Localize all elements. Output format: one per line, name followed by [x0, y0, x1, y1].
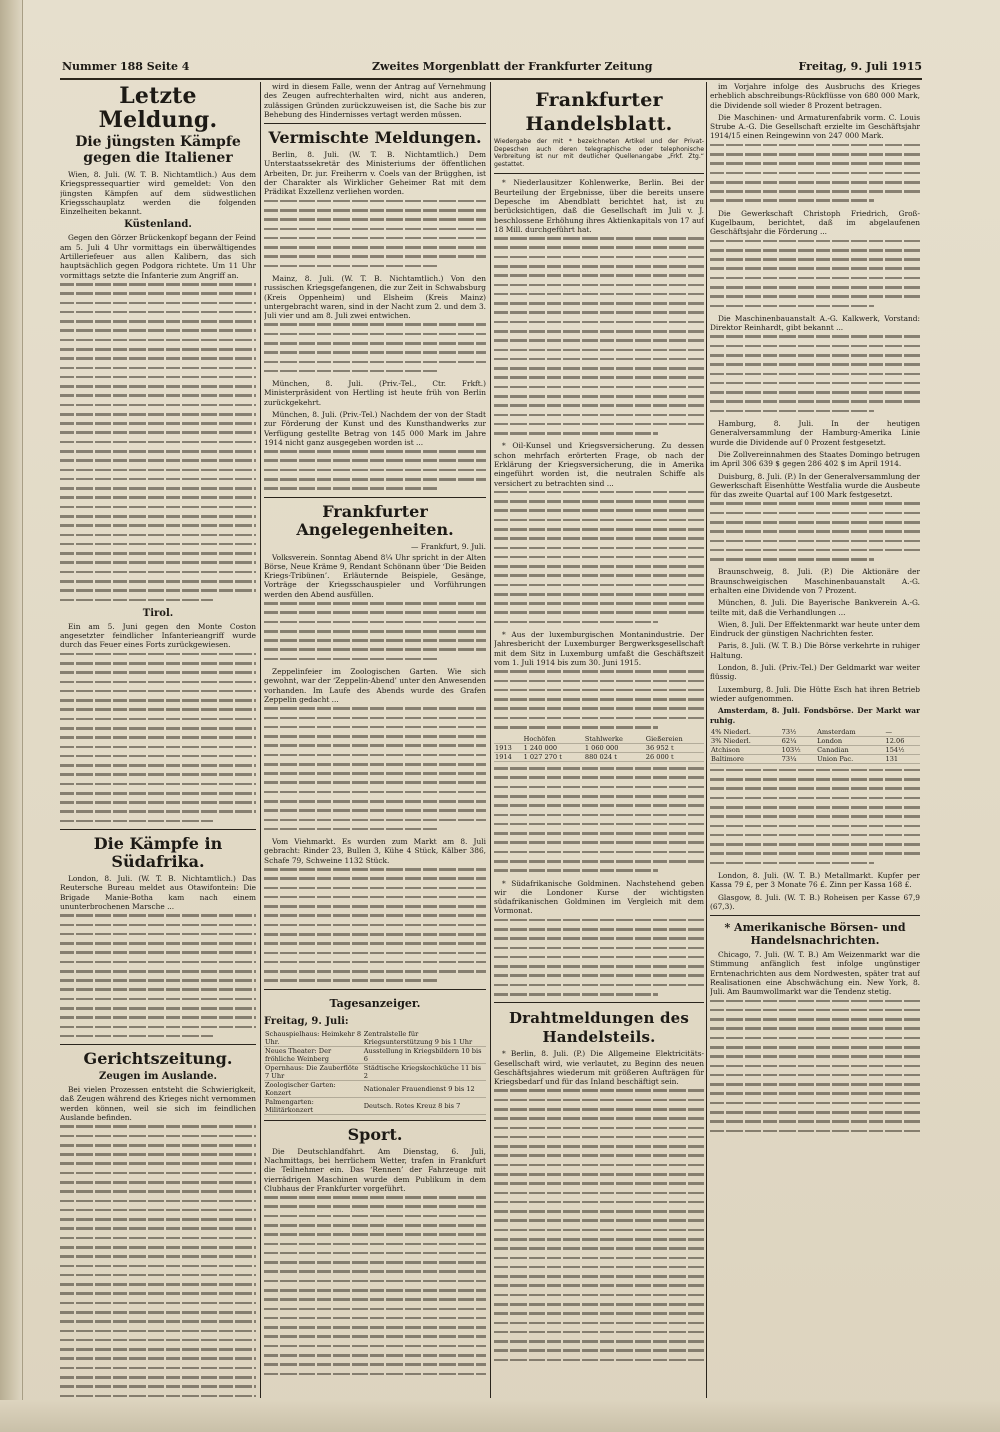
- table-cell: 1 060 000: [584, 744, 645, 753]
- article-chicago: Chicago, 7. Juli. (W. T. B.) Am Weizenmarkt war die Stimmung anfänglich fest infolge ungünstiger Erntenachrichten aus dem Nordwesten, später trat auf Realisationen eine Abschwächung ein. New York, 8. Juli. Am Baumwollmarkt war die Tendenz stetig.: [710, 950, 920, 997]
- table-cell: 73½: [781, 728, 816, 737]
- table-cell: Ausstellung in Kriegsbildern 10 bis 6: [363, 1046, 486, 1063]
- table-row: [710, 728, 920, 737]
- reprint-notice: Wiedergabe der mit * bezeichneten Artikel und der Privat-Depeschen auch deren telegraphische oder telephonische Verbreitung ist nur mit deutlicher Quellenangabe „Frkf. Ztg.“ gestattet.: [494, 138, 704, 168]
- article-muenchen-bank: München, 8. Juli. Die Bayerische Bankverein A.-G. teilte mit, daß die Verhandlungen ...: [710, 598, 920, 617]
- table-row: [264, 1030, 486, 1047]
- article-deutschlandfahrt: Die Deutschlandfahrt. Am Dienstag, 6. Juli, Nachmittags, bei herrlichem Wetter, trafen in Frankfurt die Teilnehmer ein. Das ‘Rennen’ der Fahrzeuge mit vierrädrigen Maschinen wurde dem Publikum in dem Clubhaus der Frankfurter vorgeführt.: [264, 1146, 486, 1193]
- article-intro: Wien, 8. Juli. (W. T. B. Nichtamtlich.) Aus dem Kriegspressequartier wird gemeldet: Von den jüngsten Kämpfen auf dem südwestlichen Kriegsschauplatz werden die folgenden Einzelheiten bekannt.: [60, 170, 256, 217]
- table-cell: Amsterdam: [816, 728, 884, 737]
- production-table: [494, 735, 704, 762]
- divider: [494, 173, 704, 174]
- article-montanindustrie: * Aus der luxemburgischen Montanindustrie. Der Jahresbericht der Luxemburger Bergwerksgesellschaft mit dem Sitz in Luxemburg umfaßt die Geschäftszeit vom 1. Juli 1914 bis zum 30. Juni 1915.: [494, 630, 704, 667]
- table-cell: 4% Niederl.: [710, 728, 781, 737]
- table-row: [710, 754, 920, 763]
- table-cell: —: [885, 728, 920, 737]
- masthead: [62, 60, 922, 76]
- table-cell: Baltimore: [710, 754, 781, 763]
- text-body-filler: [494, 670, 704, 728]
- text-body-filler: [710, 769, 920, 864]
- article-niederlausitzer: * Niederlausitzer Kohlenwerke, Berlin. Bei der Beurteilung der Ergebnisse, über die bereits unsere Depesche im Abendblatt berichtet hat, ist zu berücksichtigen, daß die Gesellschaft im Juli v. J. beschlossene Erhöhung ihres Aktienkapitals von 17 auf 18 Mill. durchgeführt hat.: [494, 178, 704, 234]
- glasgow-pig-iron: Glasgow, 8. Juli. (W. T. B.) Roheisen per Kasse 67,9 (67,3).: [710, 892, 920, 911]
- table-cell: 1 240 000: [523, 744, 584, 753]
- table-cell: Hochöfen: [523, 735, 584, 744]
- dateline-frankfurt: — Frankfurt, 9. Juli.: [411, 541, 486, 551]
- text-body-filler: [710, 335, 920, 412]
- table-cell: 880 024 t: [584, 753, 645, 762]
- table-cell: 1914: [494, 753, 523, 762]
- amsterdam-quotes-table: [710, 728, 920, 764]
- section-sport: Sport.: [264, 1120, 486, 1144]
- article-luxemburg: Luxemburg, 8. Juli. Die Hütte Esch hat ihren Betrieb wieder aufgenommen.: [710, 684, 920, 703]
- section-kuestenland: Küstenland.: [124, 219, 192, 231]
- table-cell: 154½: [885, 745, 920, 754]
- table-cell: 36 952 t: [645, 744, 704, 753]
- subheadline-italiener: Die jüngsten Kämpfe gegen die Italiener: [75, 134, 241, 166]
- subheadline-zeugen: Zeugen im Auslande.: [99, 1071, 217, 1083]
- table-row: [494, 735, 704, 744]
- table-cell: 62¼: [781, 736, 816, 745]
- article-goldminen: * Südafrikanische Goldminen. Nachstehend geben wir die Londoner Kurse der wichtigsten südafrikanischen Goldminen im Vergleich mit dem Vormonat.: [494, 878, 704, 916]
- text-body-filler: [710, 240, 920, 308]
- table-row: [494, 753, 704, 762]
- article-strube: Die Maschinen- und Armaturenfabrik vorm. C. Louis Strube A.-G. Die Gesellschaft erzielte im Geschäftsjahr 1914/15 einen Reingewinn von 247 000 Mark.: [710, 112, 920, 141]
- article-muenchen-2: München, 8. Juli. (Priv.-Tel.) Nachdem der von der Stadt zur Förderung der Kunst und des Kunsthandwerks zur Verfügung gestellte Betrag von 145 000 Mark im Jahre 1914 nicht ganz ausgegeben worden ist ...: [264, 409, 486, 447]
- article-domingo: Die Zollvereinnahmen des Staates Domingo betrugen im April 306 639 $ gegen 286 402 $ im April 1914.: [710, 449, 920, 469]
- article-continued-4: im Vorjahre infolge des Ausbruchs des Krieges erheblich abschreibungs-Rückflüsse von 680 000 Mark, die Dividende soll wieder 8 Prozent betragen.: [710, 82, 920, 110]
- table-cell: 26 000 t: [645, 753, 704, 762]
- section-tirol: Tirol.: [142, 607, 174, 619]
- masthead-rule: [60, 78, 922, 80]
- table-cell: Städtische Kriegskochküche 11 bis 2: [363, 1063, 486, 1080]
- table-cell: Atchison: [710, 745, 781, 754]
- table-row: [710, 745, 920, 754]
- table-cell: Deutsch. Rotes Kreuz 8 bis 7: [363, 1097, 486, 1114]
- page-bottom-edge: [0, 1400, 1000, 1432]
- table-cell: 73¼: [781, 754, 816, 763]
- text-body-filler: [710, 502, 920, 560]
- column-rule-1: [260, 82, 261, 1398]
- table-row: [710, 736, 920, 745]
- table-cell: 12.06: [885, 736, 920, 745]
- table-cell: Opernhaus: Die Zauberflöte 7 Uhr: [264, 1063, 363, 1080]
- table-cell: Palmengarten: Militärkonzert: [264, 1097, 363, 1114]
- article-kalkwerk: Die Maschinenbauanstalt A.-G. Kalkwerk, Vorstand: Direktor Reinhardt, gibt bekannt ...: [710, 313, 920, 333]
- table-row: [264, 1046, 486, 1063]
- table-row: [264, 1080, 486, 1097]
- text-body-filler: [264, 450, 486, 490]
- section-suedafrika: Die Kämpfe in Südafrika.: [60, 829, 256, 871]
- table-cell: Union Pac.: [816, 754, 884, 763]
- text-body-filler: [710, 1000, 920, 1133]
- table-cell: Schauspielhaus: Heimkehr 8 Uhr.: [265, 1029, 362, 1046]
- article-christoph-friedrich: Die Gewerkschaft Christoph Friedrich, Groß-Kugelbaum, berichtet, daß im abgelaufenen Geschäftsjahr die Förderung ...: [710, 208, 920, 237]
- table-cell: Nationaler Frauendienst 9 bis 12: [363, 1080, 486, 1097]
- table-cell: Canadian: [816, 745, 884, 754]
- section-gerichtszeitung: Gerichtszeitung.: [60, 1044, 256, 1068]
- column-3: [494, 82, 704, 1400]
- column-1: [60, 82, 256, 1400]
- column-2: [264, 82, 486, 1400]
- table-cell: London: [816, 736, 884, 745]
- text-body-filler: [494, 919, 704, 996]
- amsterdam-heading: Amsterdam, 8. Juli. Fondsbörse. Der Markt war ruhig.: [710, 706, 920, 725]
- text-body-filler: [264, 323, 486, 372]
- text-body-filler: [264, 868, 486, 982]
- section-vermischte-meldungen: Vermischte Meldungen.: [264, 123, 486, 147]
- table-cell: 3% Niederl.: [710, 736, 781, 745]
- text-body-filler: [60, 653, 256, 823]
- page-binding-edge: [0, 0, 23, 1432]
- table-cell: Neues Theater: Der fröhliche Weinberg: [264, 1046, 363, 1063]
- issue-date: Freitag, 9. Juli 1915: [798, 60, 922, 73]
- table-cell: Zoologischer Garten: Konzert: [264, 1080, 363, 1097]
- newspaper-title: Zweites Morgenblatt der Frankfurter Zeitung: [372, 60, 653, 73]
- table-cell: 1913: [494, 744, 523, 753]
- article-volksverein: Volksverein. Sonntag Abend 8¼ Uhr spricht in der Alten Börse, Neue Kräme 9, Rendant Schönann über ‘Die Beiden Kriegs-Tribünen’. Erläuternde Beispiele, Gesänge, Vorträge der Kriegsschauspieler und Vorführungen werden den Abend ausfüllen.: [264, 552, 486, 599]
- table-cell: 131: [885, 754, 920, 763]
- article-berlin: Berlin, 8. Juli. (W. T. B. Nichtamtlich.) Dem Unterstaatssekretär des Ministeriums der öffentlichen Arbeiten, Dr. jur. Freiherrn v. Coels van der Brügghen, ist der Charakter als Wirklicher Geheimer Rat mit dem Prädikat Exzellenz verliehen worden.: [264, 150, 486, 197]
- table-row: [494, 744, 704, 753]
- article-wien: Wien, 8. Juli. Der Effektenmarkt war heute unter dem Eindruck der günstigen Nachrichten fester.: [710, 619, 920, 639]
- headline-handelsblatt: Frankfurter Handelsblatt.: [525, 89, 673, 135]
- article-aeg: * Berlin, 8. Juli. (P.) Die Allgemeine Elektricitäts-Gesellschaft wird, wie verlautet, zu Beginn des neuen Geschäftsjahres wiederum mit größeren Aufträgen für Kriegsbedarf und für das Inland beschäftigt sein.: [494, 1049, 704, 1087]
- article-duisburg: Duisburg, 8. Juli. (P.) In der Generalversammlung der Gewerkschaft Eisenhütte Westfalia wurde die Ausbeute für das zweite Quartal auf 100 Mark festgesetzt.: [710, 471, 920, 500]
- tagesanzeiger-date: Freitag, 9. Juli:: [264, 1015, 349, 1027]
- headline-letzte-meldung: Letzte Meldung.: [98, 83, 218, 133]
- section-amerikanische-boersen: * Amerikanische Börsen- und Handelsnachrichten.: [710, 915, 920, 947]
- text-body-filler: [264, 1196, 486, 1375]
- section-tagesanzeiger: Tagesanzeiger.: [264, 989, 486, 1013]
- text-body-filler: [494, 237, 704, 435]
- article-london: London, 8. Juli. (Priv.-Tel.) Der Geldmarkt war weiter flüssig.: [710, 663, 920, 682]
- text-body-filler: [264, 707, 486, 830]
- article-suedafrika: London, 8. Juli. (W. T. B. Nichtamtlich.) Das Reutersche Bureau meldet aus Otawifontein: Die Brigade Manie-Botha kam nach einem ununterbrochenen Marsche ...: [60, 874, 256, 911]
- table-cell: 1 027 270 t: [523, 753, 584, 762]
- text-body-filler: [494, 1089, 704, 1361]
- table-cell: Stahlwerke: [584, 735, 645, 744]
- london-metal-market: London, 8. Juli. (W. T. B.) Metallmarkt. Kupfer per Kassa 79 £, per 3 Monate 76 £. Zinn per Kassa 168 £.: [710, 870, 920, 890]
- column-rule-3: [706, 82, 707, 1398]
- tagesanzeiger-table: [264, 1030, 486, 1115]
- article-hamburg: Hamburg, 8. Juli. In der heutigen Generalversammlung der Hamburg-Amerika Linie wurde die Dividende auf 0 Prozent festgesetzt.: [710, 419, 920, 447]
- issue-and-page: Nummer 188 Seite 4: [62, 60, 190, 73]
- article-tirol: Ein am 5. Juni gegen den Monte Coston angesetzter feindlicher Infanterieangriff wurde durch das Feuer eines Forts zurückgewiesen.: [60, 621, 256, 650]
- article-braunschweig: Braunschweig, 8. Juli. (P.) Die Aktionäre der Braunschweigischen Maschinenbauanstalt A.-G. erhalten eine Dividende von 7 Prozent.: [710, 567, 920, 595]
- article-zeppelinfeier: Zeppelinfeier im Zoologischen Garten. Wie sich gewohnt, war der ‘Zeppelin-Abend’ unter den Anwesenden vorhanden. Im Laufe des Abends wurde des Grafen Zeppelin gedacht ...: [264, 667, 486, 704]
- text-body-filler: [494, 767, 704, 872]
- text-body-filler: [60, 283, 256, 601]
- text-body-filler: [264, 602, 486, 660]
- article-mainz: Mainz, 8. Juli. (W. T. B. Nichtamtlich.) Von den russischen Kriegsgefangenen, die zur Zeit in Schwabsburg (Kreis Oppenheim) und Elsheim (Kreis Mainz) untergebracht waren, sind in der Nacht zum 2. und dem 3. Juli vier und am 8. Juli zwei entwichen.: [264, 273, 486, 321]
- text-body-filler: [710, 144, 920, 202]
- table-cell: Zentralstelle für Kriegsunterstützung 9 bis 1 Uhr: [363, 1030, 486, 1047]
- section-frankfurter-angelegenheiten: Frankfurter Angelegenheiten.: [264, 497, 486, 539]
- table-cell: Gießereien: [645, 735, 704, 744]
- table-cell: [494, 735, 523, 744]
- column-4: [710, 82, 920, 1400]
- article-continued: wird in diesem Falle, wenn der Antrag auf Vernehmung des Zeugen aufrechterhalten wird, nicht aus anderen, zulässigen Gründen zurückzuweisen ist, die Sache bis zur Behebung des Hindernisses vertagt werden müssen.: [264, 82, 486, 119]
- table-cell: 103½: [781, 745, 816, 754]
- headline-drahtmeldungen: Drahtmeldungen des Handelsteils.: [494, 1002, 704, 1047]
- text-body-filler: [264, 200, 486, 268]
- article-zeugen: Bei vielen Prozessen entsteht die Schwierigkeit, daß Zeugen während des Krieges nicht vernommen werden können, weil sie sich im feindlichen Auslande befinden.: [60, 1085, 256, 1123]
- article-kriegsversicherung: * Oil-Kunsel und Kriegsversicherung. Zu dessen schon mehrfach erörterten Frage, ob nach der Erklärung der Kriegsversicherung, die in Amerika eingeführt worden ist, die neutralen Schiffe als versichert zu betrachten sind ...: [494, 441, 704, 488]
- article-viehmarkt: Vom Viehmarkt. Es wurden zum Markt am 8. Juli gebracht: Rinder 23, Bullen 3, Kühe 4 Stück, Kälber 386, Schafe 79, Schweine 1132 Stück.: [264, 837, 486, 865]
- column-rule-2: [490, 82, 491, 1398]
- text-body-filler: [494, 491, 704, 624]
- table-row: [264, 1097, 486, 1114]
- article-muenchen-1: München, 8. Juli. (Priv.-Tel., Ctr. Frkft.) Ministerpräsident von Hertling ist heute früh von Berlin zurückgekehrt.: [264, 379, 486, 407]
- article-kuestenland: Gegen den Görzer Brückenkopf begann der Feind am 5. Juli 4 Uhr vormittags ein überwältigendes Artilleriefeuer aus allen Kalibern, das sich hauptsächlich gegen Podgora richtete. Um 11 Uhr vormittags setzte die Infanterie zum Angriff an.: [60, 233, 256, 280]
- table-row: [264, 1063, 486, 1080]
- text-body-filler: [60, 1125, 256, 1397]
- text-body-filler: [60, 914, 256, 1037]
- article-paris: Paris, 8. Juli. (W. T. B.) Die Börse verkehrte in ruhiger Haltung.: [710, 641, 920, 660]
